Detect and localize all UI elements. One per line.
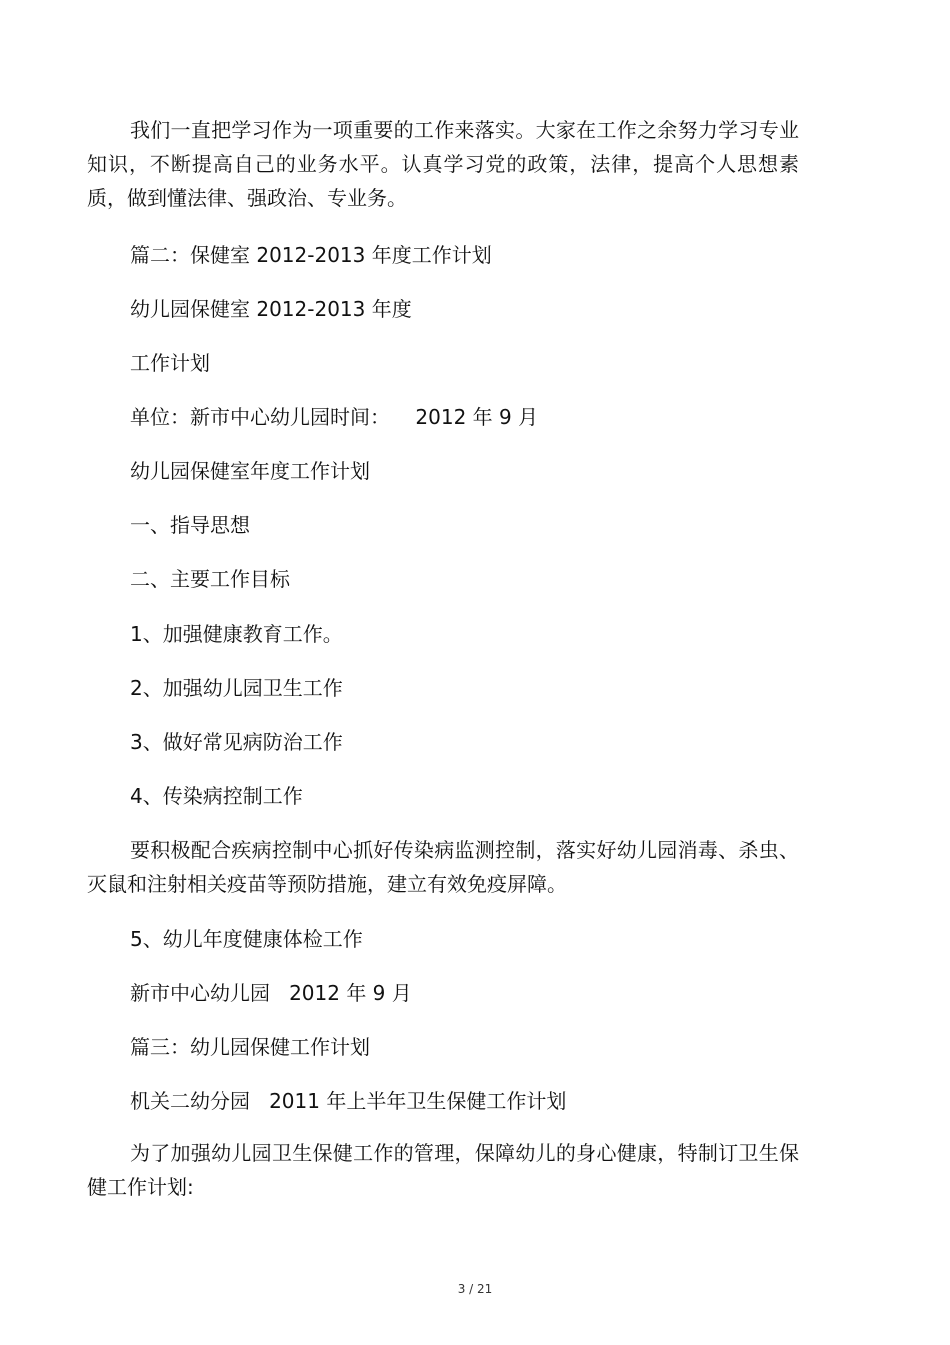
- paragraph-intro: 为了加强幼儿园卫生保健工作的管理，保障幼儿的身心健康，特制订卫生保健工作计划:: [87, 1141, 799, 1199]
- heading-guiding-thought: 一、指导思想: [130, 513, 250, 537]
- paragraph-disease-control: 要积极配合疾病控制中心抓好传染病监测控制，落实好幼儿园消毒、杀虫、灭鼠和注射相关疫苗等预防措施，建立有效免疫屏障。: [87, 838, 799, 896]
- paragraph-study: 我们一直把学习作为一项重要的工作来落实。大家在工作之余努力学习专业知识，不断提高自己的业务水平。认真学习党的政策，法律，提高个人思想素质，做到懂法律、强政治、专业务。: [87, 118, 799, 210]
- doc-title-line-2: 工作计划: [130, 351, 210, 375]
- section-heading-2: 篇二：保健室 2012-2013 年度工作计划: [130, 243, 492, 267]
- goal-item-1: 1、加强健康教育工作。: [130, 622, 343, 646]
- heading-main-goals: 二、主要工作目标: [130, 567, 290, 591]
- page-number: 3 / 21: [457, 1282, 493, 1296]
- plan-title-2011: 机关二幼分园 2011 年上半年卫生保健工作计划: [130, 1089, 567, 1113]
- goal-item-5: 5、幼儿年度健康体检工作: [130, 927, 363, 951]
- unit-date-line: 单位：新市中心幼儿园时间： 2012 年 9 月: [130, 405, 539, 429]
- doc-title-line-1: 幼儿园保健室 2012-2013 年度: [130, 297, 412, 321]
- goal-item-2: 2、加强幼儿园卫生工作: [130, 676, 343, 700]
- signature-line: 新市中心幼儿园 2012 年 9 月: [130, 981, 412, 1005]
- goal-item-4: 4、传染病控制工作: [130, 784, 303, 808]
- section-heading-3: 篇三：幼儿园保健工作计划: [130, 1035, 370, 1059]
- plan-title: 幼儿园保健室年度工作计划: [130, 459, 370, 483]
- goal-item-3: 3、做好常见病防治工作: [130, 730, 343, 754]
